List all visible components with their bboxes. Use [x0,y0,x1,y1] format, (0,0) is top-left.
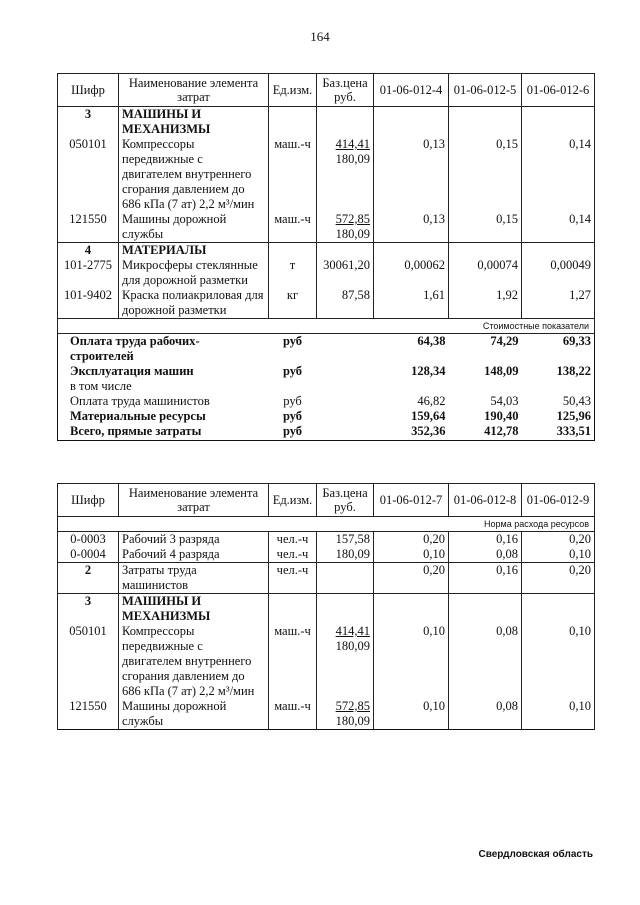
code: 0-0004 [58,547,119,563]
header-col-3: 01-06-012-9 [522,484,595,517]
unit: маш.-ч [269,212,317,243]
value: 0,08 [449,624,522,699]
unit [269,379,317,394]
base-price [317,334,374,365]
item-name: Рабочий 3 разряда [119,532,269,548]
code: 0-0003 [58,532,119,548]
header-unit: Ед.изм. [269,484,317,517]
value: 352,36 [411,424,446,438]
base-price [317,624,374,699]
value [522,107,595,138]
base-price [317,379,374,394]
value [449,243,522,259]
base-price [317,594,374,625]
summary-name: Материальные ресурсы [70,409,206,423]
value [374,243,449,259]
value: 333,51 [556,424,591,438]
header-name: Наименование элемента затрат [119,484,269,517]
value: 0,00049 [522,258,595,288]
value: 0,20 [374,563,449,594]
unit: маш.-ч [269,624,317,699]
section-label-row [58,517,595,532]
value: 148,09 [484,364,519,378]
unit: чел.-ч [269,563,317,594]
header-name: Наименование элемента затрат [119,74,269,107]
value: 125,96 [556,409,591,423]
table-row [58,547,595,563]
value: 0,10 [522,547,595,563]
value: 0,16 [449,563,522,594]
summary-row [58,424,595,441]
value: 412,78 [484,424,519,438]
summary-name: Всего, прямые затраты [70,424,202,438]
code: 050101 [58,624,119,699]
value: 69,33 [562,334,591,348]
base-price-value: 87,58 [341,288,370,302]
unit: чел.-ч [269,532,317,548]
value: 0,15 [449,212,522,243]
table-row [58,532,595,548]
item-name: МАШИНЫ И МЕХАНИЗМЫ [119,107,269,138]
summary-row [58,409,595,424]
value: 0,14 [522,212,595,243]
value: 74,29 [490,334,519,348]
item-name: Компрессоры передвижные с двигателем внутреннего сгорания давлением до 686 кПа (7 ат) 2,2 м³/мин [119,137,269,212]
base-price [317,699,374,730]
table-row [58,563,595,594]
code: 4 [58,243,119,259]
value [374,107,449,138]
value: 0,08 [449,547,522,563]
code: 121550 [58,212,119,243]
table-row [58,137,595,212]
page-number: 164 [310,29,330,44]
table-row [58,243,595,259]
value: 0,10 [374,547,449,563]
value: 0,10 [374,699,449,730]
value: 54,03 [490,394,519,408]
summary-row [58,364,595,379]
base-price [317,212,374,243]
value: 128,34 [411,364,446,378]
value: 159,64 [411,409,446,423]
value [522,379,595,394]
base-price [317,532,374,548]
header-col-3: 01-06-012-6 [522,74,595,107]
code: 101-2775 [58,258,119,288]
section-label: Стоимостные показатели [58,319,595,334]
base-price [317,243,374,259]
value: 1,27 [522,288,595,319]
base-price [317,288,374,319]
item-name: МАШИНЫ И МЕХАНИЗМЫ [119,594,269,625]
summary-name: в том числе [70,379,132,393]
item-name: Краска полиакриловая для дорожной разметки [119,288,269,319]
value: 0,10 [522,699,595,730]
unit: т [269,258,317,288]
table-row [58,212,595,243]
value: 190,40 [484,409,519,423]
base-price-secondary: 180,09 [335,714,370,728]
item-name: Компрессоры передвижные с двигателем внутреннего сгорания давлением до 686 кПа (7 ат) 2,2 м³/мин [119,624,269,699]
value: 0,13 [374,212,449,243]
summary-row [58,394,595,409]
table-row [58,258,595,288]
table-row [58,624,595,699]
summary-name: Эксплуатация машин [70,364,194,378]
base-price-value: 572,85 [335,212,370,226]
value [449,594,522,625]
base-price [317,258,374,288]
base-price [317,409,374,424]
base-price [317,364,374,379]
item-name: Рабочий 4 разряда [119,547,269,563]
value: 1,92 [449,288,522,319]
value: 64,38 [417,334,446,348]
value: 1,61 [374,288,449,319]
header-unit: Ед.изм. [269,74,317,107]
code: 3 [58,107,119,138]
header-col-1: 01-06-012-7 [374,484,449,517]
value [522,243,595,259]
item-name: МАТЕРИАЛЫ [119,243,269,259]
value [449,107,522,138]
unit: чел.-ч [269,547,317,563]
base-price-value: 157,58 [335,532,370,546]
resource-table-2 [57,483,595,730]
code: 101-9402 [58,288,119,319]
value [374,379,449,394]
value: 0,15 [449,137,522,212]
section-label-row [58,319,595,334]
base-price-value: 414,41 [335,624,370,638]
unit: маш.-ч [269,699,317,730]
item-name: Микросферы стеклянные для дорожной разметки [119,258,269,288]
base-price-value: 30061,20 [323,258,370,272]
value: 138,22 [556,364,591,378]
unit: руб [282,409,303,423]
base-price [317,424,374,441]
value: 0,10 [374,624,449,699]
table-row [58,699,595,730]
unit: кг [269,288,317,319]
unit [269,243,317,259]
base-price [317,563,374,594]
base-price-value: 414,41 [335,137,370,151]
header-col-2: 01-06-012-8 [449,484,522,517]
base-price-secondary: 180,09 [335,639,370,653]
code: 3 [58,594,119,625]
header-price: Баз.цена руб. [317,74,374,107]
footer-region: Свердловская область [478,849,593,860]
code: 2 [58,563,119,594]
base-price-value: 180,09 [335,547,370,561]
unit [269,107,317,138]
code: 050101 [58,137,119,212]
unit: руб [282,424,303,438]
unit: руб [282,334,303,348]
section-label: Норма расхода ресурсов [58,517,595,532]
table-row [58,288,595,319]
value [522,594,595,625]
value: 50,43 [562,394,591,408]
value: 0,20 [374,532,449,548]
unit: руб [283,394,302,408]
table-row [58,107,595,138]
header-price: Баз.цена руб. [317,484,374,517]
header-col-1: 01-06-012-4 [374,74,449,107]
value: 0,00062 [374,258,449,288]
resource-table-1 [57,73,595,441]
code: 121550 [58,699,119,730]
item-name: Машины дорожной службы [119,699,269,730]
value [449,379,522,394]
summary-row [58,334,595,365]
value: 0,20 [522,532,595,548]
base-price [317,394,374,409]
base-price-value: 572,85 [335,699,370,713]
base-price [317,107,374,138]
base-price-secondary: 180,09 [335,227,370,241]
value: 46,82 [417,394,446,408]
unit: руб [282,364,303,378]
header-code: Шифр [58,74,119,107]
value: 0,08 [449,699,522,730]
value: 0,10 [522,624,595,699]
summary-name: Оплата труда рабочих- строителей [70,334,200,363]
value: 0,16 [449,532,522,548]
base-price-secondary: 180,09 [335,152,370,166]
header-col-2: 01-06-012-5 [449,74,522,107]
table-row [58,594,595,625]
summary-name: Оплата труда машинистов [70,394,210,408]
base-price [317,547,374,563]
header-code: Шифр [58,484,119,517]
value [374,594,449,625]
value: 0,00074 [449,258,522,288]
item-name: Машины дорожной службы [119,212,269,243]
base-price [317,137,374,212]
value: 0,20 [522,563,595,594]
header-row [58,74,595,107]
unit: маш.-ч [269,137,317,212]
summary-row [58,379,595,394]
header-row [58,484,595,517]
value: 0,14 [522,137,595,212]
item-name: Затраты труда машинистов [119,563,269,594]
value: 0,13 [374,137,449,212]
unit [269,594,317,625]
